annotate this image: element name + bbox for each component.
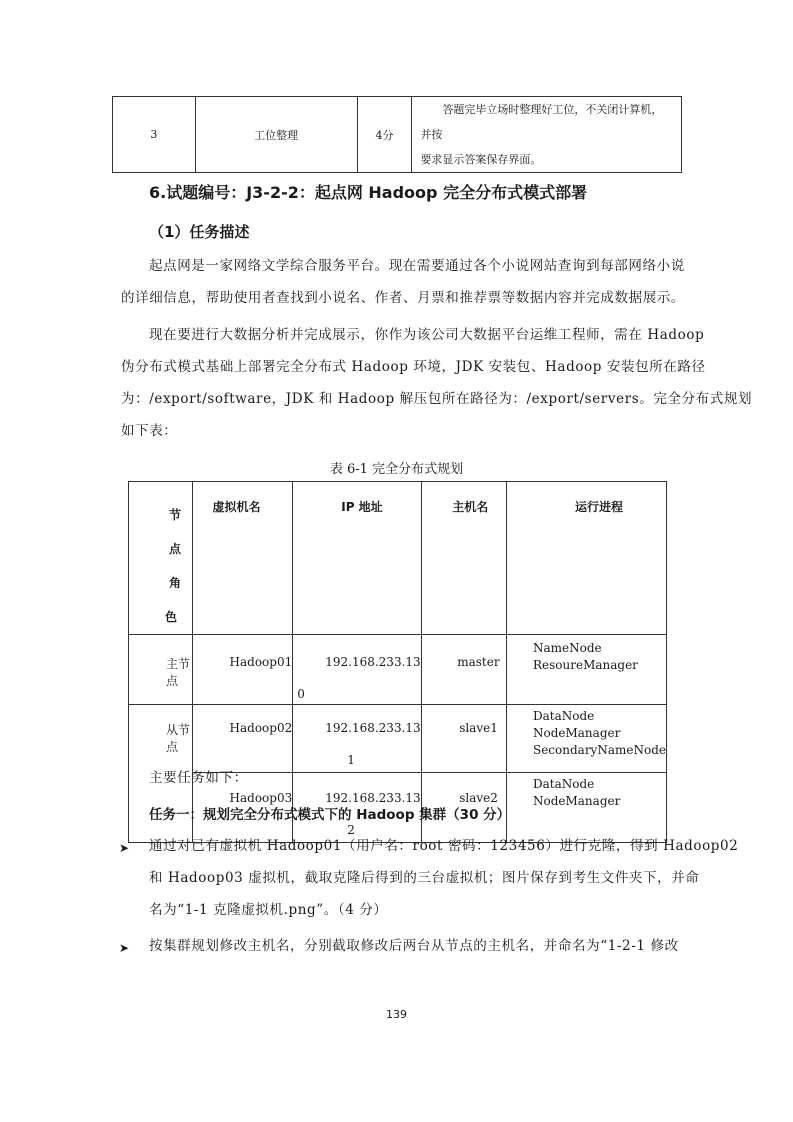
arrow-bullet-icon: ➤ [119, 941, 130, 955]
cell-vm: Hadoop03 [192, 773, 293, 843]
para-line: 如下表： [121, 423, 178, 439]
bullet-item [149, 930, 689, 962]
process-item: DataNode [532, 777, 595, 791]
row-score: 4分 [357, 97, 412, 173]
task1-title: 任务一：规划完全分布式模式下的 Hadoop 集群（30 分） [149, 807, 511, 823]
cell-ip [293, 705, 422, 773]
para-line: 现在要进行大数据分析并完成展示，你作为该公司大数据平台运维工程师，需在 Hadoop [149, 327, 705, 343]
row-item: 工位整理 [195, 97, 357, 173]
desc-line: 要求显示答案保存界面。 [420, 153, 542, 166]
cell-processes [506, 635, 666, 705]
page-number: 139 [386, 1008, 407, 1021]
header-processes: 运行进程 [506, 482, 666, 635]
paragraph-context [121, 319, 753, 447]
para-line: 的详细信息，帮助使用者查找到小说名、作者、月票和推荐票等数据内容并完成数据展示。 [121, 290, 685, 306]
row-number: 3 [113, 97, 196, 173]
bullet-line: 通过对已有虚拟机 Hadoop01（用户名：root 密码：123456）进行克隆，得到 Hadoop02 [149, 838, 739, 854]
ip-line: 0 [297, 687, 305, 701]
bullet-item [149, 830, 739, 926]
cell-role: 主节点 [129, 635, 193, 705]
ip-line: 192.168.233.13 [325, 791, 421, 805]
paragraph-description [121, 250, 685, 314]
bullet-line: 按集群规划修改主机名，分别截取修改后两台从节点的主机名，并命名为“1-2-1 修改 [149, 938, 679, 954]
table-row [129, 635, 667, 705]
ip-line: 2 [347, 823, 355, 837]
para-line: 起点网是一家网络文学综合服务平台。现在需要通过各个小说网站查询到每部网络小说 [149, 258, 685, 274]
cell-host: slave2 [422, 773, 507, 843]
process-item: NodeManager [532, 726, 621, 740]
bullet-line: 和 Hadoop03 虚拟机，截取克隆后得到的三台虚拟机；图片保存到考生文件夹下，并命 [149, 870, 700, 886]
process-item: SecondaryNameNode [532, 743, 666, 757]
header-role-line: 色 [165, 610, 178, 624]
row-description [412, 97, 682, 173]
cell-ip [293, 635, 422, 705]
cell-host: slave1 [422, 705, 507, 773]
subsection-title: （1）任务描述 [149, 223, 250, 241]
process-item: ResoureManager [532, 658, 638, 672]
header-role-line: 节点角 [169, 508, 182, 590]
table-header-row [129, 482, 667, 635]
section-title: 6.试题编号：J3-2-2：起点网 Hadoop 完全分布式模式部署 [149, 183, 588, 202]
table-row [113, 97, 682, 173]
para-line: 为：/export/software，JDK 和 Hadoop 解压包所在路径为：/export/servers。完全分布式规划 [121, 391, 753, 407]
cell-vm: Hadoop02 [192, 705, 293, 773]
ip-line: 192.168.233.13 [325, 655, 421, 669]
process-item: NodeManager [532, 794, 621, 808]
arrow-bullet-icon: ➤ [119, 841, 130, 855]
scoring-table [112, 96, 682, 173]
bullet-line: 名为“1-1 克隆虚拟机.png”。（4 分） [149, 902, 388, 918]
table-caption: 表 6-1 完全分布式规划 [329, 462, 464, 477]
cell-processes [506, 705, 666, 773]
cell-host: master [422, 635, 507, 705]
header-vm: 虚拟机名 [192, 482, 293, 635]
para-line: 伪分布式模式基础上部署完全分布式 Hadoop 环境，JDK 安装包、Hadoop 安装包所在路径 [121, 359, 706, 375]
process-item: DataNode [532, 709, 595, 723]
header-ip: IP 地址 [293, 482, 422, 635]
desc-line: 答题完毕立场时整理好工位，不关闭计算机，并按 [420, 103, 663, 141]
ip-line: 192.168.233.13 [325, 721, 421, 735]
header-host: 主机名 [422, 482, 507, 635]
cell-role: 从节点 [129, 705, 193, 843]
process-item: NameNode [532, 641, 602, 655]
header-role [129, 482, 193, 635]
ip-line: 1 [347, 753, 355, 767]
cell-vm: Hadoop01 [192, 635, 293, 705]
tasks-intro: 主要任务如下： [149, 770, 248, 786]
